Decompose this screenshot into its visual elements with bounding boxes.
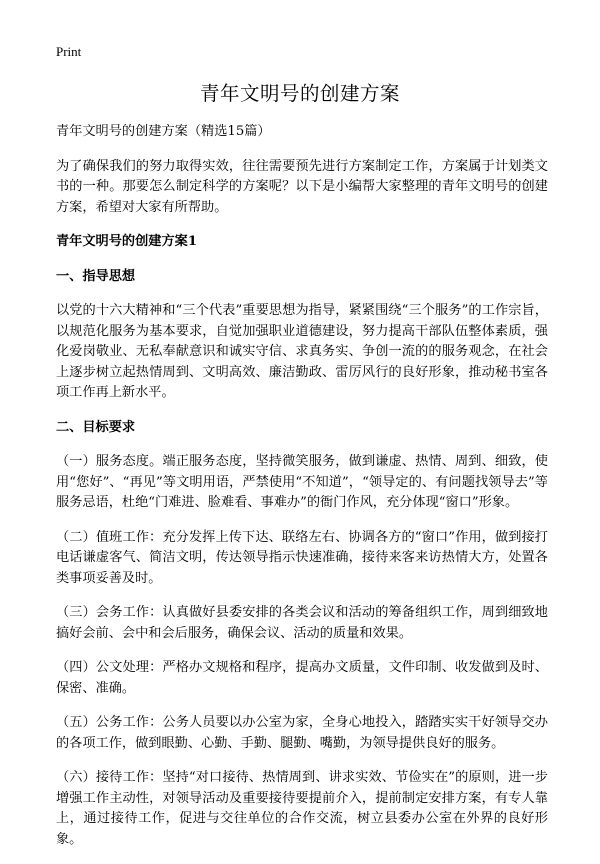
page-title: 青年文明号的创建方案 (199, 82, 400, 105)
requirement-item-2: （二）值班工作：充分发挥上传下达、联络左右、协调各方的“窗口”作用，做到接打电话谦虚客气、简洁文明，传达领导指示快速准确，接待来客来访热情大方，处置各类事项妥善及时。 (56, 529, 548, 586)
print-link[interactable]: Print (56, 44, 82, 59)
requirement-item-6: （六）接待工作：坚持“对口接待、热情周到、讲求实效、节俭实在”的原则，进一步增强工作主动性，对领导活动及重要接待要提前介入，提前制定安排方案，有专人靠上，通过接待工作，促进与交往单位的合作交流，树立县委办公室在外界的良好形象。 (56, 770, 548, 847)
document-subtitle: 青年文明号的创建方案（精选15篇） (56, 124, 271, 139)
requirement-item-1: （一）服务态度。端正服务态度，坚持微笑服务，做到谦虚、热情、周到、细致，使用“您好”、“再见”等文明用语，严禁使用“不知道”，“领导定的、有问题找领导去”等服务忌语，杜绝“门难进、脸难看、事难办”的衙门作风，充分体现“窗口”形象。 (56, 454, 548, 510)
intro-paragraph: 为了确保我们的努力取得实效，往往需要预先进行方案制定工作，方案属于计划类文书的一种。那要怎么制定科学的方案呢？以下是小编帮大家整理的青年文明号的创建方案，希望对大家有所帮助。 (56, 158, 548, 215)
document-body (56, 122, 548, 864)
section-title: 青年文明号的创建方案1 (56, 234, 198, 249)
heading-target-requirements: 二、目标要求 (56, 419, 136, 435)
requirement-item-4: （四）公文处理：严格办文规格和程序，提高办文质量，文件印制、收发做到及时、保密、准确。 (56, 660, 548, 696)
heading-guiding-ideology: 一、指导思想 (56, 268, 136, 284)
guiding-paragraph: 以党的十六大精神和“三个代表”重要思想为指导，紧紧围绕“三个服务”的工作宗旨，以规范化服务为基本要求，自觉加强职业道德建设，努力提高干部队伍整体素质，强化爱岗敬业、无私奉献意识和诚实守信、求真务实、争创一流的的服务观念，在社会上逐步树立起热情周到、文明高效、廉洁勤政、雷厉风行的良好形象，推动秘书室各项工作再上新水平。 (56, 303, 548, 400)
requirement-item-5: （五）公务工作：公务人员要以办公室为家，全身心地投入，踏踏实实干好领导交办的各项工作，做到眼勤、心勤、手勤、腿勤、嘴勤，为领导提供良好的服务。 (56, 715, 548, 751)
requirement-item-3: （三）会务工作：认真做好县委安排的各类会议和活动的筹备组织工作，周到细致地搞好会前、会中和会后服务，确保会议、活动的质量和效果。 (56, 605, 548, 641)
